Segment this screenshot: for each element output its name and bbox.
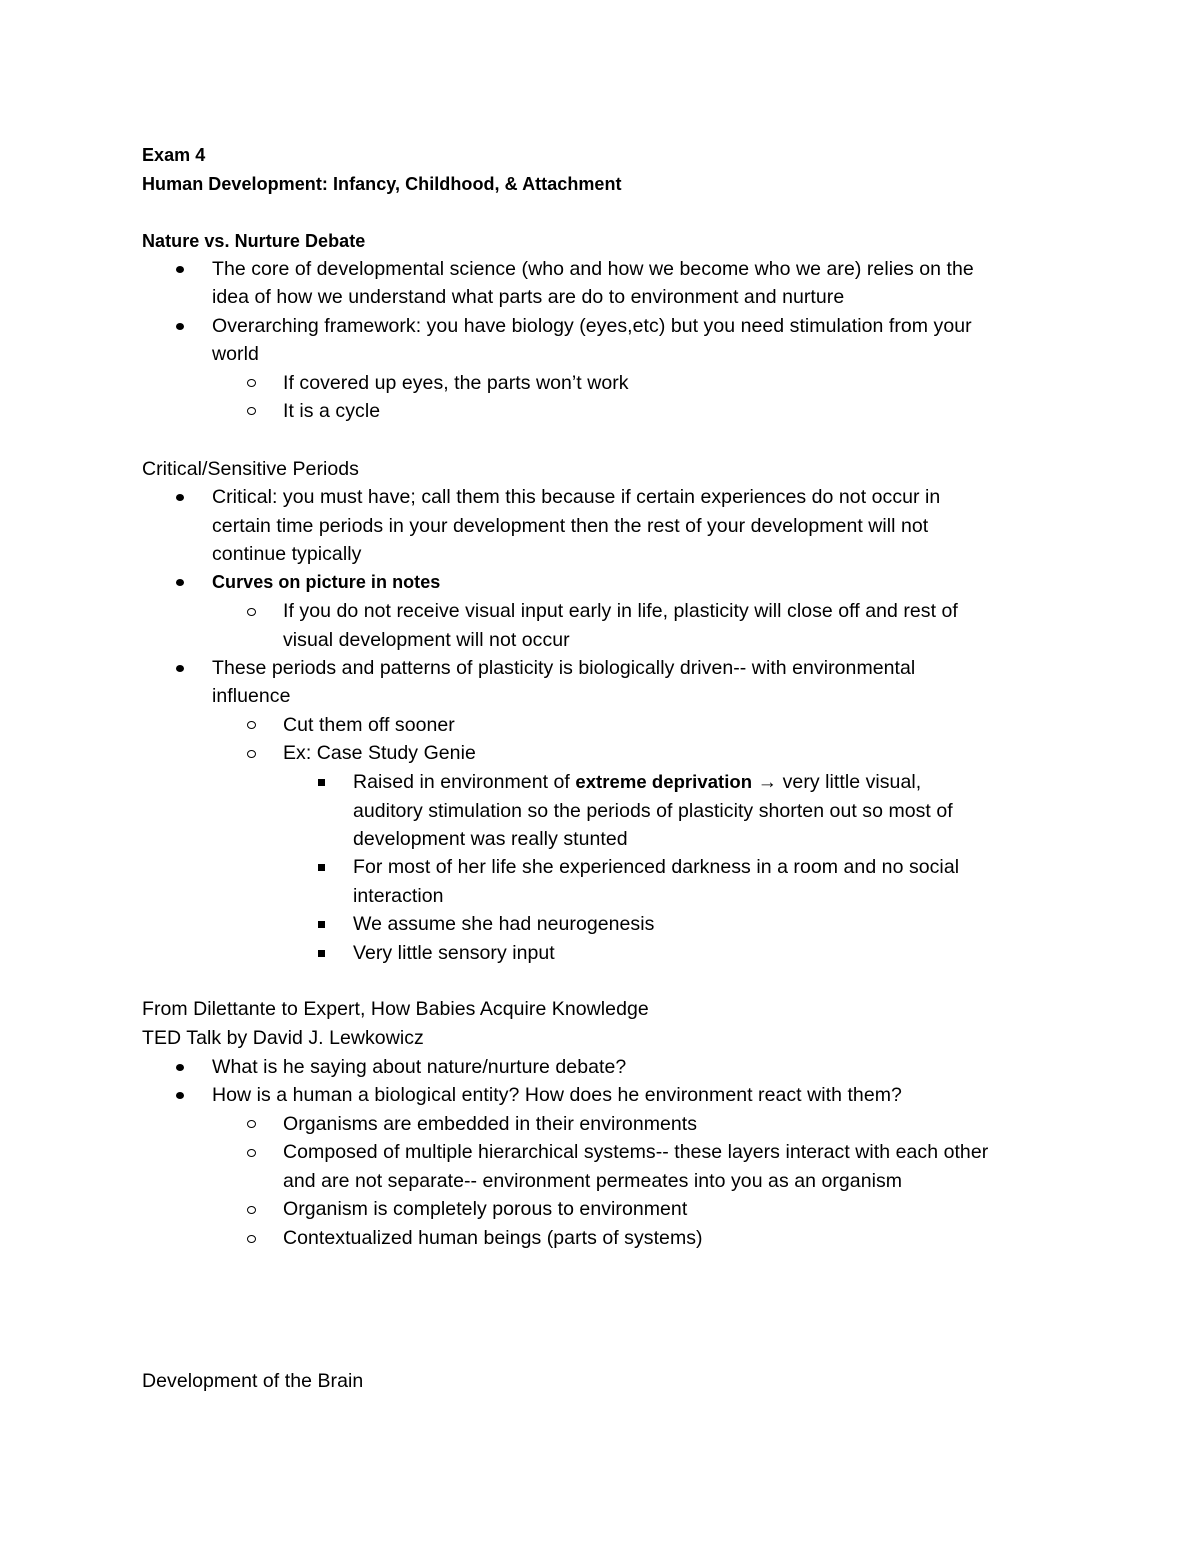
bullet-disc-icon [176,1092,184,1099]
list-item-text: world [212,343,259,365]
section-subheading: TED Talk by David J. Lewkowicz [142,1027,424,1049]
text-run-bold: extreme deprivation [575,771,753,792]
list-item-text: Overarching framework: you have biology (eyes,etc) but you need stimulation from your [212,315,972,337]
list-item-text: Cut them off sooner [283,714,455,736]
list-item-text: We assume she had neurogenesis [353,913,655,935]
bullet-square-icon [318,950,325,957]
list-item-text: For most of her life she experienced darkness in a room and no social [353,856,960,878]
list-item-text: The core of developmental science (who and how we become who we are) relies on the [212,258,974,280]
list-item-text: continue typically [212,543,362,565]
bullet-circle-icon [247,379,256,387]
list-item-text: Composed of multiple hierarchical systems-- these layers interact with each other [283,1141,989,1163]
list-item-text: Organisms are embedded in their environments [283,1113,698,1135]
bullet-circle-icon [247,1235,256,1243]
list-item-text: If covered up eyes, the parts won’t work [283,372,629,394]
bullet-disc-icon [176,323,184,330]
list-item-text: Contextualized human beings (parts of systems) [283,1227,703,1249]
list-item-text: Organism is completely porous to environment [283,1198,688,1220]
list-item-text: If you do not receive visual input early in life, plasticity will close off and rest of [283,600,958,622]
bullet-disc-icon [176,1064,184,1071]
bullet-square-icon [318,921,325,928]
text-run: Raised in environment of [353,771,576,793]
list-item-text: These periods and patterns of plasticity is biologically driven-- with environmental [212,657,916,679]
list-item-text: How is a human a biological entity? How does he environment react with them? [212,1084,902,1106]
list-item-text: certain time periods in your development then the rest of your development will not [212,515,929,537]
list-item-text [353,770,921,794]
section-heading-nature-nurture: Nature vs. Nurture Debate [142,231,366,251]
bullet-circle-icon [247,608,256,616]
list-item-text: idea of how we understand what parts are do to environment and nurture [212,286,845,308]
bullet-disc-icon [176,494,184,501]
doc-subtitle: Human Development: Infancy, Childhood, & Attachment [142,174,622,194]
list-item-text: development was really stunted [353,828,628,850]
bullet-disc-icon [176,579,184,586]
list-item-text: influence [212,685,291,707]
list-item-text-bold: Curves on picture in notes [212,572,441,592]
list-item-text: auditory stimulation so the periods of plasticity shorten out so most of [353,800,953,822]
bullet-circle-icon [247,721,256,729]
bullet-disc-icon [176,665,184,672]
bullet-circle-icon [247,1149,256,1157]
list-item-text: Critical: you must have; call them this because if certain experiences do not occur in [212,486,941,508]
bullet-square-icon [318,864,325,871]
bullet-circle-icon [247,750,256,758]
list-item-text: It is a cycle [283,400,381,422]
bullet-disc-icon [176,266,184,273]
bullet-square-icon [318,779,325,786]
section-heading-ted-talk: From Dilettante to Expert, How Babies Acquire Knowledge [142,998,649,1020]
bullet-circle-icon [247,407,256,415]
list-item-text: What is he saying about nature/nurture debate? [212,1056,627,1078]
section-heading-brain: Development of the Brain [142,1370,364,1392]
bullet-circle-icon [247,1206,256,1214]
list-item-text: and are not separate-- environment permeates into you as an organism [283,1170,903,1192]
text-run: → very little visual, [752,771,922,793]
list-item-text: interaction [353,885,444,907]
list-item-text: visual development will not occur [283,629,570,651]
doc-title: Exam 4 [142,145,206,165]
list-item-text: Ex: Case Study Genie [283,742,476,764]
section-heading-critical-periods: Critical/Sensitive Periods [142,458,359,480]
list-item-text: Very little sensory input [353,942,555,964]
bullet-circle-icon [247,1120,256,1128]
